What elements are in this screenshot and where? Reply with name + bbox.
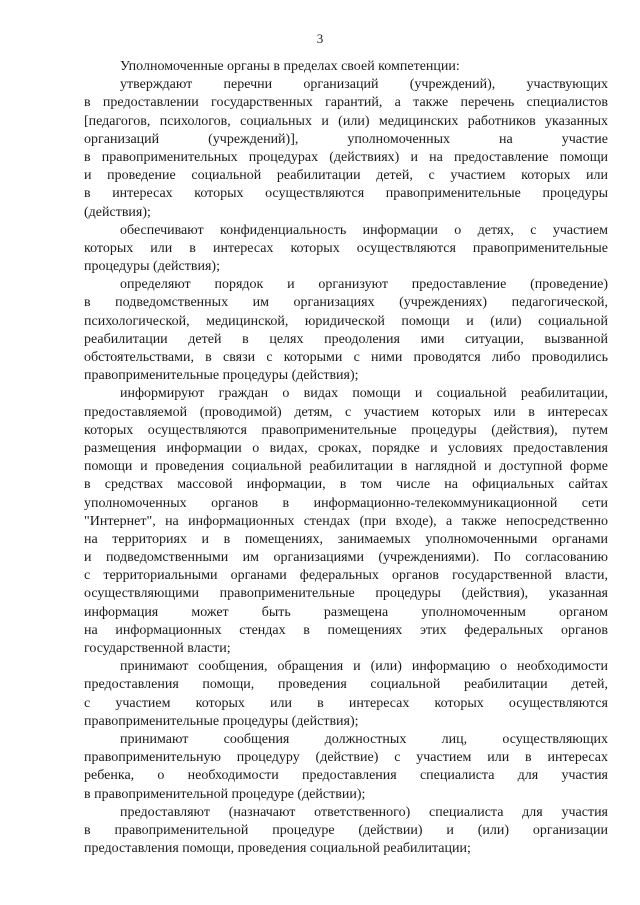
text-line: [педагогов, психологов, социальных и (или) медицинских работников указанных [84,113,608,129]
text-line: организаций (учреждений)], уполномоченных на участие [84,131,608,147]
text-line: (действия); [84,204,151,220]
text-line: размещения информации о видах, сроках, порядке и условиях предоставления [84,440,608,456]
text-line: которых осуществляются правоприменительные процедуры (действия), путем [84,422,608,438]
text-line: и проведение социальной реабилитации детей, с участием которых или [84,168,608,184]
paragraph-p5 [84,658,608,731]
text-line: осуществляющими правоприменительные процедуры (действия), указанная [84,586,608,602]
text-line: с участием которых или в интересах которых осуществляются [84,695,608,711]
paragraph-p4 [84,385,608,658]
document-body [84,58,608,858]
text-line: государственной власти; [84,641,231,656]
paragraph-intro [84,58,608,76]
text-line: предоставления помощи, проведения социальной реабилитации; [84,841,471,857]
paragraph-p7 [84,804,608,859]
paragraph-p6 [84,731,608,804]
paragraph-p1 [84,76,608,222]
text-line: реабилитации детей в целях преодоления ими ситуации, вызванной [84,331,608,347]
page-number: 3 [316,31,324,46]
text-line: на территориях и в помещениях, занимаемых уполномоченными органами [84,531,608,547]
text-line: на информационных стендах в помещениях этих федеральных органов [84,622,608,638]
text-line: Уполномоченные органы в пределах своей компетенции: [120,59,460,74]
text-line: обстоятельствами, в связи с которыми с ними проводятся либо проводились [84,350,608,365]
text-line: предоставления помощи, проведения социальной реабилитации детей, [84,677,608,693]
text-line: с территориальными органами федеральных органов государственной власти, [84,568,608,584]
text-line: "Интернет", на информационных стендах (при входе), а также непосредственно [84,513,608,529]
text-line: обеспечивают конфиденциальность информации о детях, с участием [120,222,608,238]
paragraph-p3 [84,276,608,385]
text-line: принимают сообщения, обращения и (или) информацию о необходимости [120,659,608,675]
text-line: в средствах массовой информации, в том числе на официальных сайтах [84,477,608,493]
text-line: информируют граждан о видах помощи и социальной реабилитации, [120,386,608,402]
text-line: психологической, медицинской, юридической помощи и (или) социальной [84,313,608,329]
text-line: в правоприменительной процедуре (действии) и (или) организации [84,822,608,838]
text-line: помощи и проведения социальной реабилитации в наглядной и доступной форме [84,459,608,475]
text-line: которых или в интересах которых осуществляются правоприменительные [84,240,608,256]
text-line: уполномоченных органов в информационно-телекоммуникационной сети [84,495,608,511]
text-line: в подведомственных им организациях (учреждениях) педагогической, [84,295,608,311]
text-line: в интересах которых осуществляются правоприменительные процедуры [84,186,608,202]
text-line: принимают сообщения должностных лиц, осуществляющих [120,731,608,747]
text-line: определяют порядок и организуют предоставление (проведение) [120,277,608,293]
text-line: утверждают перечни организаций (учреждений), участвующих [120,77,608,93]
text-line: ребенка, о необходимости предоставления специалиста для участия [84,768,608,784]
text-line: в предоставлении государственных гарантий, а также перечень специалистов [84,95,608,111]
text-line: правоприменительные процедуры (действия); [84,368,359,384]
text-line: в правоприменительных процедурах (действиях) и на предоставление помощи [84,149,608,165]
text-line: правоприменительную процедуру (действие) с участием или в интересах [84,750,608,766]
text-line: предоставляют (назначают ответственного) специалиста для участия [120,804,608,820]
text-line: в правоприменительной процедуре (действии); [84,786,366,802]
text-line: информация может быть размещена уполномоченным органом [84,604,608,620]
text-line: и подведомственными им организациями (учреждениями). По согласованию [84,550,608,566]
text-line: правоприменительные процедуры (действия); [84,713,359,729]
text-line: процедуры (действия); [84,259,220,275]
paragraph-p2 [84,222,608,277]
text-line: предоставляемой (проводимой) детям, с участием которых или в интересах [84,404,608,420]
